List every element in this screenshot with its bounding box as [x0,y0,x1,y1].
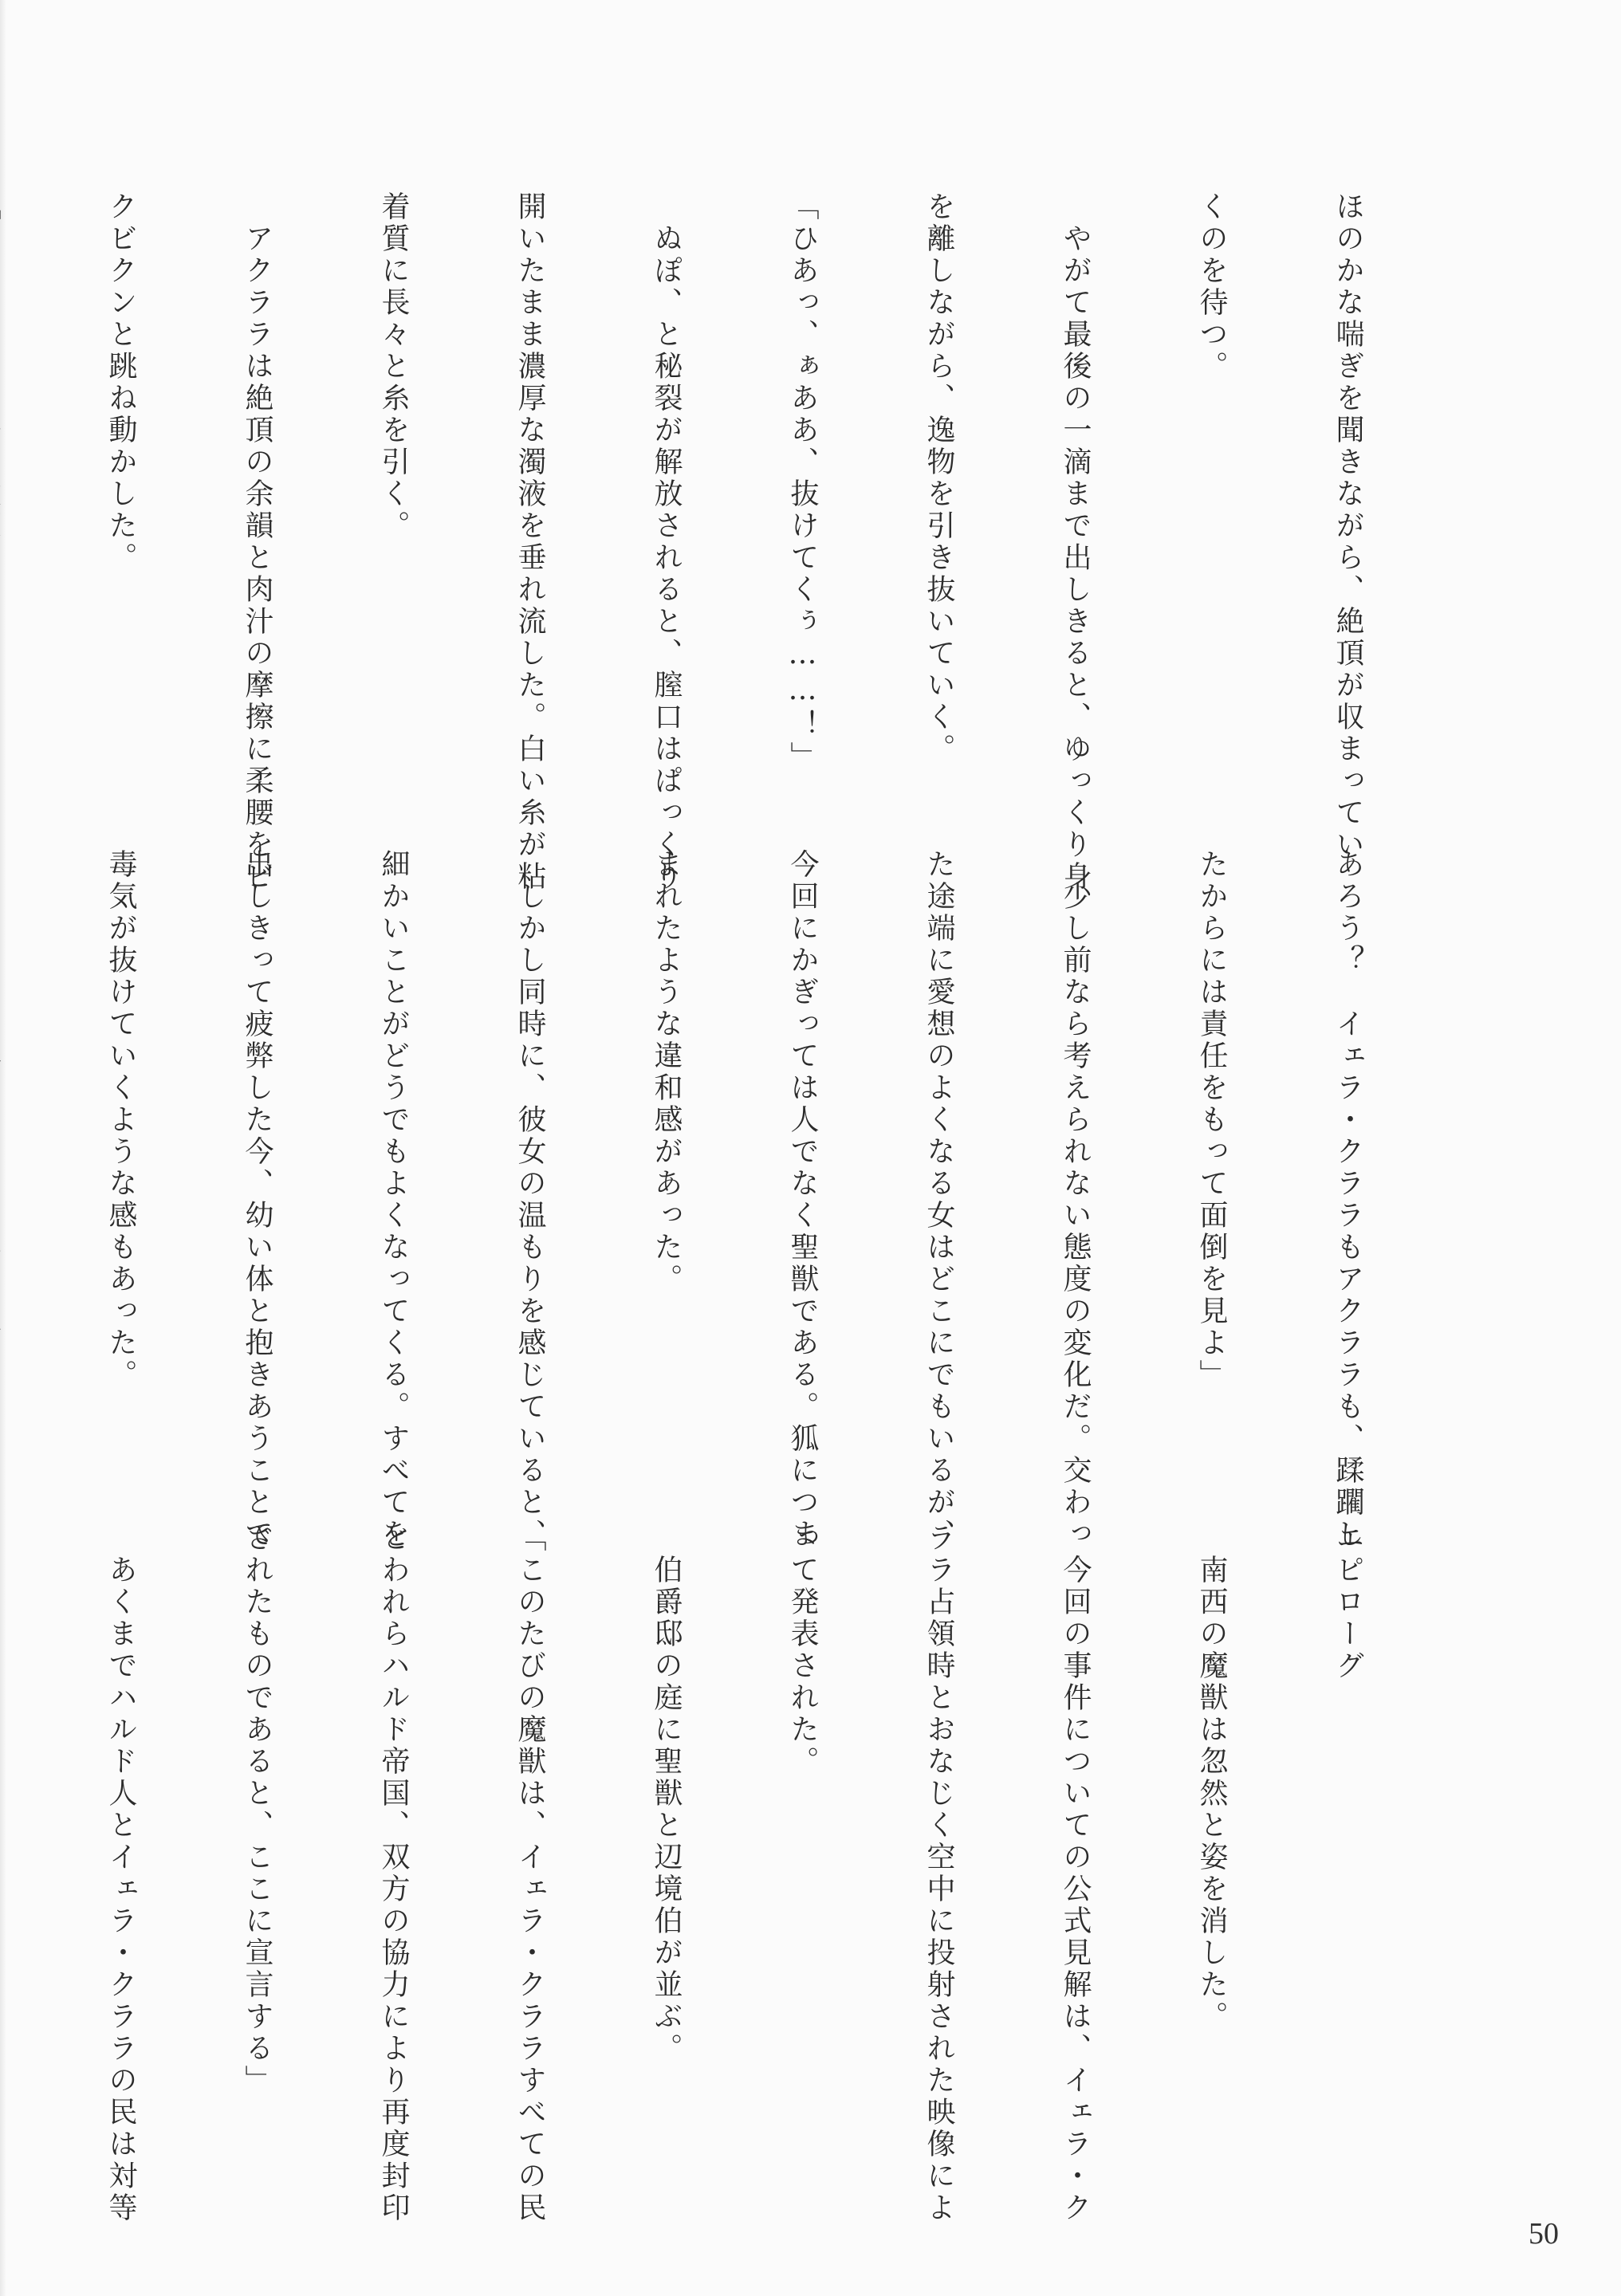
text-line: 今回の事件についての公式見解は、イェラ・ク [1059,1523,1092,2224]
text-line [0,191,7,813]
text-line: 開いたまま濃厚な濁液を垂れ流した。白い糸が粘 [513,191,546,893]
text-line: 今回にかぎっては人でなく聖獣である。狐につま [786,849,819,1551]
text-line: を離しながら、逸物を引き抜いていく。 [923,191,955,765]
text-line: クビクンと跳ね動かした。 [104,191,137,574]
text-line: あろう？ イェラ・クララもアクララも、蹂躙し [1332,849,1364,1551]
text-line: 「ひあっ、ぁああ、抜けてくぅ……！」 [786,191,819,773]
text-line: 細かいことがどうでもよくなってくる。すべてを [377,849,410,1551]
text-line: た途端に愛想のよくなる女はどこにでもいるが、 [923,849,955,1551]
text-line: されたものであると、ここに宣言する」 [241,1523,273,2097]
page-number: 50 [1529,2217,1559,2251]
text-line: 毒気が抜けていくような感もあった。 [104,849,137,1391]
text-line: ララ占領時とおなじく空中に投射された映像によ [923,1523,955,2224]
text-line: まれたような違和感があった。 [650,849,683,1295]
text-line: あくまでハルド人とイェラ・クララの民は対等 [104,1523,137,2224]
text-line: ぬぽ、と秘裂が解放されると、膣口はぱっくり [650,191,683,893]
text-section-upper [104,191,1462,893]
text-line: とわれらハルド帝国、双方の協力により再度封印 [377,1523,410,2224]
text-line: 「このたびの魔獣は、イェラ・クララすべての民 [513,1523,546,2224]
text-line: ほのかな喘ぎを聞きながら、絶頂が収まってい [1332,191,1364,861]
text-section-lower [104,1523,1462,2224]
text-line [0,1523,7,2145]
text-line: アクララは絶頂の余韻と肉汁の摩擦に柔腰をビ [241,191,273,893]
text-line: 少し前なら考えられない態度の変化だ。交わっ [1059,849,1092,1551]
text-line [0,849,7,1455]
text-line: 伯爵邸の庭に聖獣と辺境伯が並ぶ。 [650,1523,683,2065]
text-line: やがて最後の一滴まで出しきると、ゆっくり身 [1059,191,1092,893]
text-line: たからには責任をもって面倒を見よ」 [1195,849,1228,1391]
text-line: 着質に長々と糸を引く。 [377,191,410,542]
text-section-middle [104,849,1462,1551]
text-line: 出しきって疲弊した今、幼い体と抱きあうことで [241,849,273,1551]
text-line: くのを待つ。 [1195,191,1228,383]
text-line: って発表された。 [786,1523,819,1778]
text-line: しかし同時に、彼女の温もりを感じていると、 [513,849,546,1551]
epilogue-heading: エピローグ [1332,1523,1364,1682]
text-line: 南西の魔獣は忽然と姿を消した。 [1195,1523,1228,2033]
